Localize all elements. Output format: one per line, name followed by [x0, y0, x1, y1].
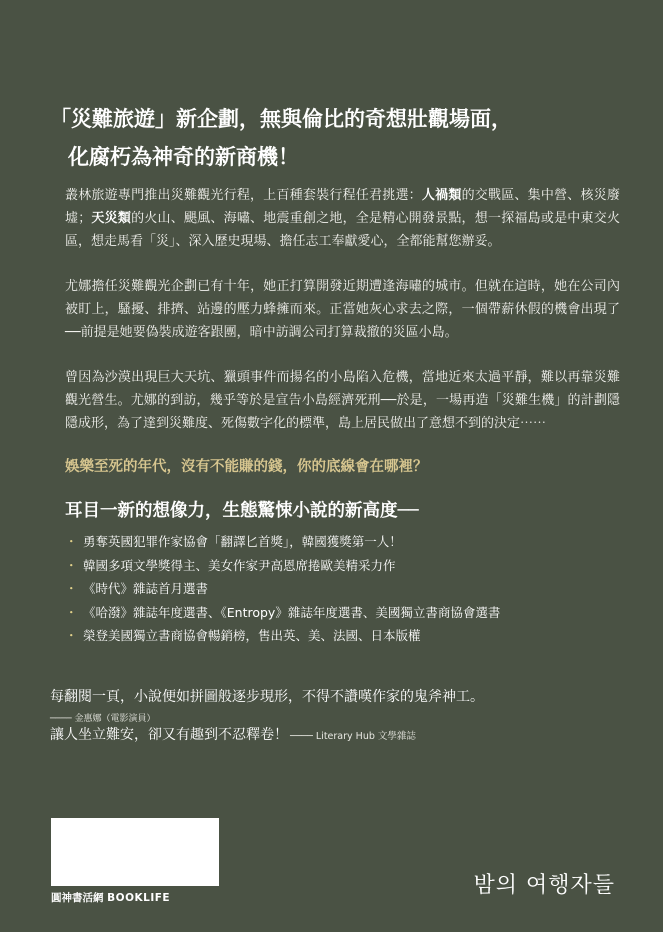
synopsis-text: 的交戰區、集中營、核災廢墟； — [65, 188, 620, 226]
synopsis-text: 的火山、颶風、海嘯、地震重創之地，全是精心開發景點，想一探福島或是中東交火區，想走馬看「災」、深入歷史現場、擔任志工奉獻愛心，全都能幫您辦妥。 — [65, 211, 620, 249]
synopsis-paragraph-2: 尤娜擔任災難觀光企劃已有十年，她正打算開發近期遭逢海嘯的城市。但就在這時，她在公司內被盯上，騷擾、排擠、站邊的壓力蜂擁而來。正當她灰心求去之際，一個帶薪休假的機會出現了──前提是她要偽裝成遊客跟團，暗中訪調公司打算裁撤的災區小島。 — [65, 279, 620, 340]
synopsis-paragraph-1 — [65, 184, 620, 253]
award-item — [65, 601, 605, 625]
award-item — [65, 530, 605, 554]
korean-original-title: 밤의 여행자들 — [473, 873, 615, 898]
bullet-icon: ・ — [65, 604, 78, 620]
tagline: 娛樂至死的年代，沒有不能賺的錢，你的底線會在哪裡？ — [65, 459, 428, 475]
bullet-icon: ・ — [65, 534, 78, 549]
bullet-icon: ・ — [65, 628, 78, 643]
bullet-icon: ・ — [65, 581, 78, 596]
publisher-name: 圓神書活網 — [51, 892, 104, 904]
headline-line-2: 化腐朽為神奇的新商機！ — [68, 144, 299, 169]
section-title: 耳目一新的想像力，生態驚悚小說的新高度── — [65, 501, 419, 521]
review-attribution-1: ──── 金惠娜（電影演員） — [50, 714, 156, 724]
award-text: 榮登美國獨立書商協會暢銷榜，售出英、美、法國、日本版權 — [83, 628, 421, 643]
award-text: 勇奪英國犯罪作家協會「翻譯匕首獎」，韓國獲獎第一人！ — [83, 534, 402, 549]
barcode-area — [51, 818, 219, 886]
headline — [50, 100, 610, 176]
synopsis-paragraph-3: 曾因為沙漠出現巨大天坑、獵頭事件而揚名的小島陷入危機，當地近來太過平靜，難以再靠災難觀光營生。尤娜的到訪，幾乎等於是宣告小島經濟死刑──於是，一場再造「災難生機」的計劃隱隱成形，為了達到災難度、死傷數字化的標準，島上居民做出了意想不到的決定⋯⋯ — [65, 370, 620, 431]
highlight-man-made: 人禍類 — [421, 188, 462, 203]
headline-line-1: 「災難旅遊」新企劃，無與倫比的奇想壯觀場面， — [50, 106, 512, 131]
awards-list — [65, 530, 605, 648]
highlight-natural: 天災類 — [91, 211, 132, 226]
award-item — [65, 577, 605, 601]
publisher-logo — [51, 890, 170, 905]
award-item — [65, 624, 605, 648]
review-quote-1: 每翻閱一頁，小說便如拼圖般逐步現形，不得不讚嘆作家的鬼斧神工。 — [50, 689, 484, 705]
bullet-icon: ・ — [65, 557, 78, 573]
publisher-brand: BOOKLIFE — [107, 892, 171, 904]
synopsis-text: 叢林旅遊專門推出災難觀光行程，上百種套裝行程任君挑選： — [65, 188, 422, 203]
award-item — [65, 554, 605, 578]
review-quote-2-text: 讓人坐立難安，卻又有趣到不忍釋卷！ — [50, 727, 288, 743]
award-text: 《時代》雜誌首月選書 — [83, 581, 209, 596]
review-quote-2 — [50, 724, 610, 744]
award-text: 《哈潑》雜誌年度選書、《Entropy》雜誌年度選書、美國獨立書商協會選書 — [83, 604, 501, 620]
review-attribution-2: ──── Literary Hub 文學雜誌 — [290, 731, 416, 742]
award-text: 韓國多項文學獎得主、美女作家尹高恩席捲歐美精采力作 — [83, 557, 396, 573]
